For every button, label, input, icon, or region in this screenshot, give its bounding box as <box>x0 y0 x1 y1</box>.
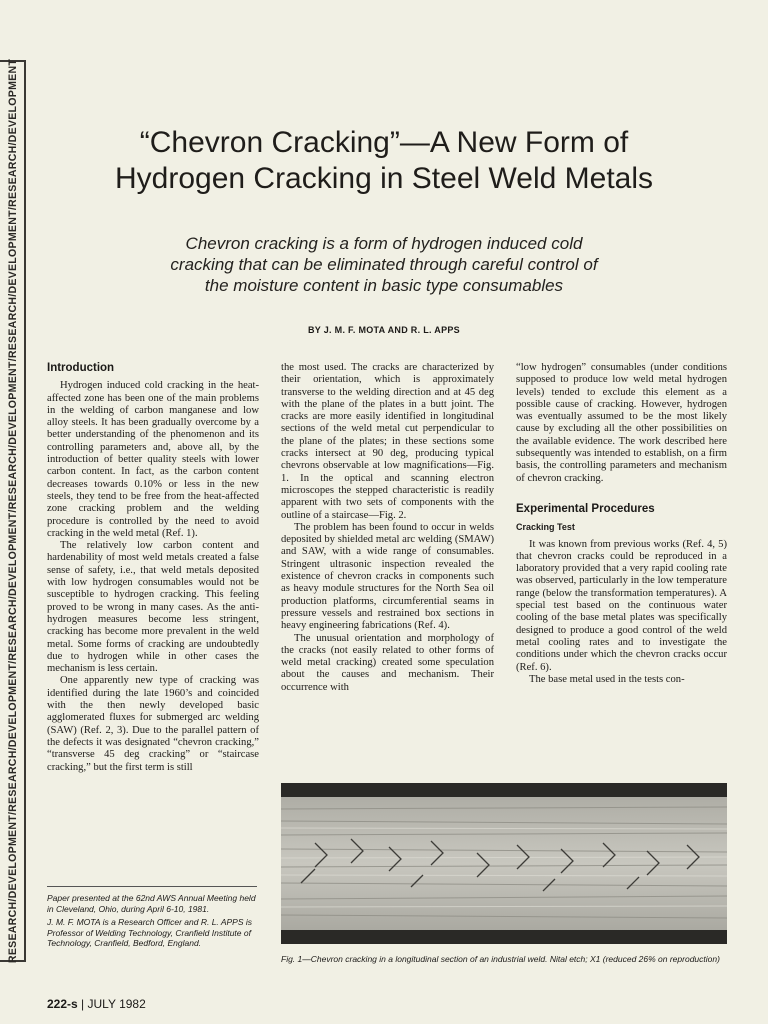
article-title <box>0 125 768 197</box>
deck-line-2: cracking that can be eliminated through careful control of <box>170 255 598 274</box>
deck-line-1: Chevron cracking is a form of hydrogen induced cold <box>185 234 583 253</box>
paragraph: One apparently new type of cracking was identified during the late 1960’s and coincided with the then newly developed basic agglomerated fluxes for submerged arc welding (SAW) (Ref. 2, 3). Due to the parallel pattern of the defects it was designated “chevron cracking,” “transverse 45 deg cracking” or “staircase cracking,” but the first term is still <box>47 675 259 773</box>
column-1 <box>47 362 259 774</box>
paragraph: The problem has been found to occur in welds deposited by shielded metal arc welding (SMAW) and SAW, with a wide range of consumables. Stringent ultrasonic inspection revealed the existence of chevron cracks in components such as heavy module structures for the North Sea oil production platforms, circumferential seams in pressure vessels and restrained box sections in heavy engineering fabrications (Ref. 4). <box>281 521 494 632</box>
footnote: Paper presented at the 62nd AWS Annual Meeting held in Cleveland, Ohio, during April 6-10, 1981. <box>47 893 256 914</box>
figure-weld-micrograph <box>281 783 727 944</box>
deck-line-3: the moisture content in basic type consumables <box>204 276 564 295</box>
paragraph: The base metal used in the tests con- <box>529 673 685 685</box>
title-line-2: Hydrogen Cracking in Steel Weld Metals <box>114 162 654 195</box>
issue-date: JULY 1982 <box>87 997 146 1011</box>
paragraph: the most used. The cracks are characterized by their orientation, which is approximately transverse to the welding direction and at 45 deg with the plane of the plates in a butt joint. The cracks are more easily identified in longitudinal sections of the weld metal cut perpendicular to the plane of the plates; in these sections some cracks intersect at 90 deg, producing typical chevrons observable at low magnifications—Fig. 1. In the optical and scanning electron microscopes the stepped characteristic is readily apparent with two sets of components with the outline of a staircase—Fig. 2. <box>281 362 494 521</box>
footnotes <box>47 893 259 952</box>
page-number: 222-s <box>47 997 78 1011</box>
heading-experimental-procedures: Experimental Procedures <box>516 502 655 515</box>
column-3 <box>516 362 727 686</box>
footnote: J. M. F. MOTA is a Research Officer and R. L. APPS is Professor of Welding Technology, Cranfield Institute of Technology, Cranfield, Bedford, England. <box>47 917 253 948</box>
paragraph: “low hydrogen” consumables (under conditions supposed to produce low weld metal hydrogen levels) tended to exclude this element as a possible cause of cracking. However, hydrogen was eventually assumed to be the most likely cause by excluding all the other possibilities on the available evidence. The work described here subsequently was intended to establish, on a firm basis, the controlling parameters and mechanism of chevron cracking. <box>516 362 727 484</box>
paragraph: The unusual orientation and morphology of the cracks (not easily related to other forms of weld metal cracking) created some speculation about the causes and mechanism. Their occurrence with <box>281 632 494 693</box>
title-line-1: “Chevron Cracking”—A New Form of <box>139 126 629 159</box>
figure-caption: Fig. 1—Chevron cracking in a longitudinal section of an industrial weld. Nital etch; X1 (reduced 26% on reproduction) <box>281 954 720 964</box>
byline: BY J. M. F. MOTA AND R. L. APPS <box>308 325 460 335</box>
article-deck <box>0 233 768 296</box>
heading-cracking-test: Cracking Test <box>516 522 575 533</box>
sidebar-label: RESEARCH/DEVELOPMENT/RESEARCH/DEVELOPMENT/RESEARCH/DEVELOPMENT/RESEARCH/DEVELOPMENT/RESEARCH/DEVELOPMENT/RESEARCH/DEVELOPMENT <box>7 58 19 964</box>
column-2 <box>281 362 494 694</box>
paragraph: It was known from previous works (Ref. 4, 5) that chevron cracks could be reproduced in a laboratory provided that a very rapid cooling rate was observed, particularly in the low temperature range (below the transformation temperatures). A special test based on the continuous water cooling of the base metal plates was specifically designed to produce a good control of the weld metal cooling rates and to investigate the conditions under which the chevron cracks occur (Ref. 6). <box>516 538 727 673</box>
paragraph: Hydrogen induced cold cracking in the heat-affected zone has been one of the main problems in the welding of carbon manganese and low alloy steels. It has been gradually overcome by a better understanding of the phenomenon and its controlling parameters and, above all, by the introduction of better quality steels with lower carbon content. In fact, as the carbon content decreases towards 0.10% or less in the new steels, they tend to be free from the heat-affected zone cracking problem and the welding procedure is controlled by the need to avoid cracking in the weld metal (Ref. 1). <box>47 380 259 539</box>
paragraph: The relatively low carbon content and hardenability of most weld metals created a false sense of safety, i.e., that weld metals deposited with low hydrogen consumables would not be susceptible to hydrogen cracking. This feeling proved to be wrong in many cases. As the anti-hydrogen measures become less stringent, cracking has become more prevalent in the weld metal. Some forms of cracking are undoubtedly due to hydrogen while in other cases the mechanism is less certain. <box>47 540 259 675</box>
heading-introduction: Introduction <box>47 362 115 374</box>
weld-section-image <box>281 783 727 944</box>
footnote-divider <box>47 886 257 887</box>
folio-separator: | <box>77 997 88 1011</box>
page-footer <box>47 997 146 1011</box>
